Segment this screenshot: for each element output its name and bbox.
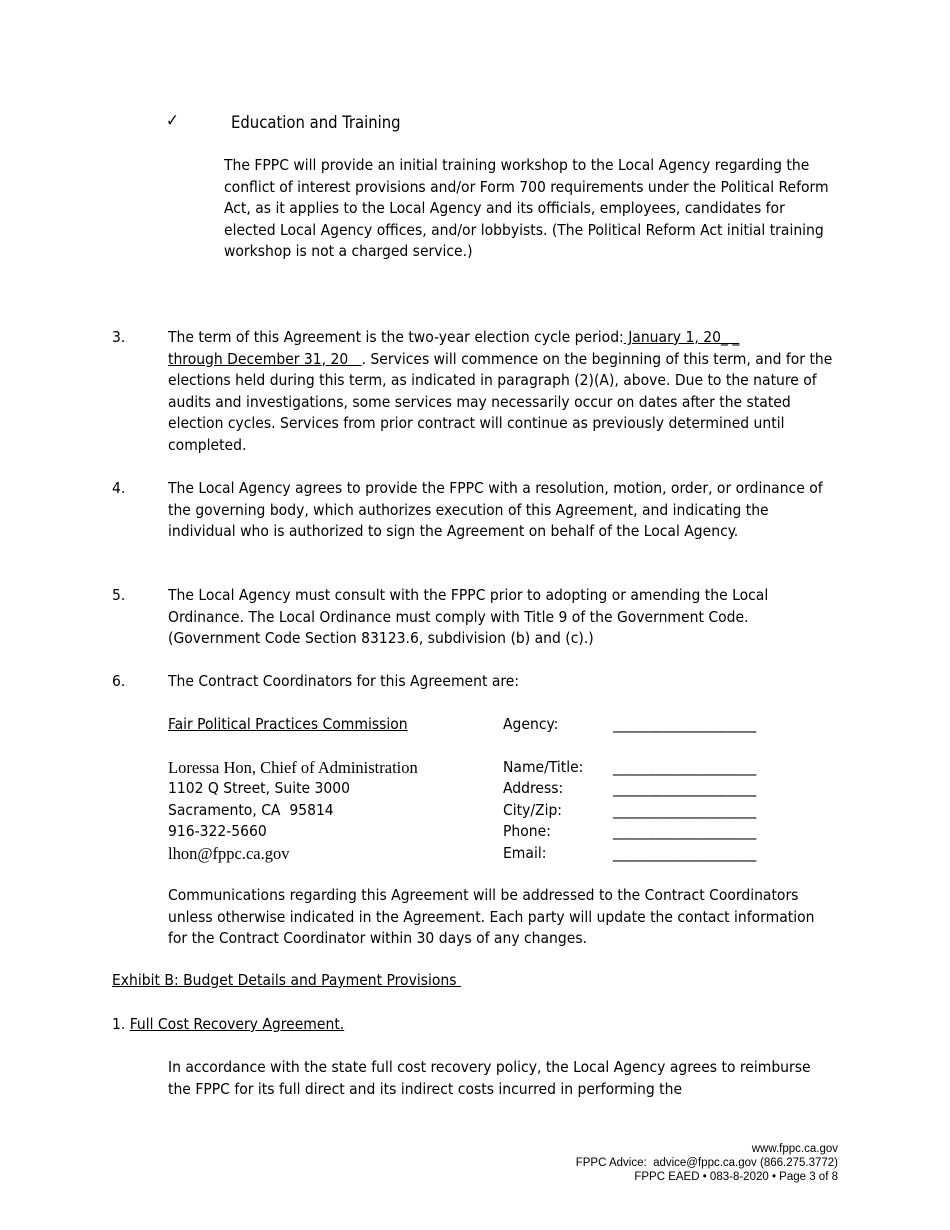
fppc-address: 1102 Q Street, Suite 3000 [168, 779, 351, 797]
item-3-text-post: . Services will commence on the beginning of this term, and for the elections held during this term, as indicated in paragraph (2)(A), above. Due to the nature of audits and investigations, some services may necessarily occur on dates after the stated election cycles. Services from prior contract will continue as previously determined until completed. [168, 349, 833, 454]
name-title-blank[interactable]: ____________________ [613, 758, 757, 776]
item-6-number: 6. [112, 672, 126, 690]
email-blank[interactable]: ____________________ [613, 844, 757, 862]
full-cost-recovery-heading [112, 1014, 344, 1036]
item-5-number: 5. [112, 586, 126, 604]
fppc-city-zip: Sacramento, CA 95814 [168, 801, 334, 819]
checkmark-icon: ✓ [166, 111, 179, 131]
address-label: Address: [503, 779, 564, 797]
fcr-title: Full Cost Recovery Agreement. [129, 1015, 345, 1033]
item-6-intro: The Contract Coordinators for this Agreement are: [168, 672, 520, 690]
address-blank[interactable]: ____________________ [613, 779, 757, 797]
phone-blank[interactable]: ____________________ [613, 822, 757, 840]
fcr-paragraph: In accordance with the state full cost recovery policy, the Local Agency agrees to reimburse the FPPC for its full direct and its indirect costs incurred in performing the [168, 1058, 811, 1098]
footer-doc-id: FPPC EAED • 083-8-2020 • Page 3 of 8 [634, 1171, 838, 1183]
email-label: Email: [503, 844, 547, 862]
agency-label: Agency: [503, 715, 559, 733]
item-3-paragraph [168, 327, 844, 456]
education-heading: Education and Training [231, 113, 401, 132]
page-footer [576, 1142, 838, 1184]
item-4-paragraph: The Local Agency agrees to provide the FPPC with a resolution, motion, order, or ordinance of the governing body, which authorizes execution of this Agreement, and indicating the individual who is authorized to sign the Agreement on behalf of the Local Agency. [168, 479, 823, 540]
term-start-date: January 1, 20_ _ [623, 328, 740, 346]
term-end-date: through December 31, 20 [168, 349, 362, 368]
city-zip-blank[interactable]: ____________________ [613, 801, 757, 819]
city-zip-label: City/Zip: [503, 801, 563, 819]
item-4-number: 4. [112, 479, 126, 497]
item-3-text-pre: The term of this Agreement is the two-year election cycle period: [168, 328, 624, 346]
fppc-email[interactable]: lhon@fppc.ca.gov [168, 844, 290, 863]
education-paragraph: The FPPC will provide an initial training workshop to the Local Agency regarding the conflict of interest provisions and/or Form 700 requirements under the Political Reform Act, as it applies to the Local Agency and its officials, employees, candidates for elected Local Agency offices, and/or lobbyists. (The Political Reform Act initial training workshop is not a charged service.) [224, 156, 829, 260]
exhibit-b-heading: Exhibit B: Budget Details and Payment Provisions [112, 971, 461, 989]
footer-advice[interactable]: FPPC Advice: advice@fppc.ca.gov (866.275.3772) [575, 1157, 838, 1169]
agency-blank[interactable]: ____________________ [613, 715, 757, 733]
name-title-label: Name/Title: [503, 758, 584, 776]
footer-website[interactable]: www.fppc.ca.gov [751, 1143, 838, 1155]
fcr-number: 1. [112, 1015, 130, 1033]
item-3-number: 3. [112, 328, 126, 346]
fppc-name-title: Loressa Hon, Chief of Administration [168, 758, 418, 777]
phone-label: Phone: [503, 822, 551, 840]
item-5-paragraph: The Local Agency must consult with the FPPC prior to adopting or amending the Local Ordinance. The Local Ordinance must comply with Title 9 of the Government Code. (Government Code Section 83123.6, subdivision (b) and (c).) [168, 586, 769, 647]
fppc-heading: Fair Political Practices Commission [168, 715, 408, 733]
fppc-phone: 916-322-5660 [168, 822, 267, 840]
communications-paragraph: Communications regarding this Agreement will be addressed to the Contract Coordinators unless otherwise indicated in the Agreement. Each party will update the contact information for the Contract Coordinator within 30 days of any changes. [168, 886, 815, 947]
